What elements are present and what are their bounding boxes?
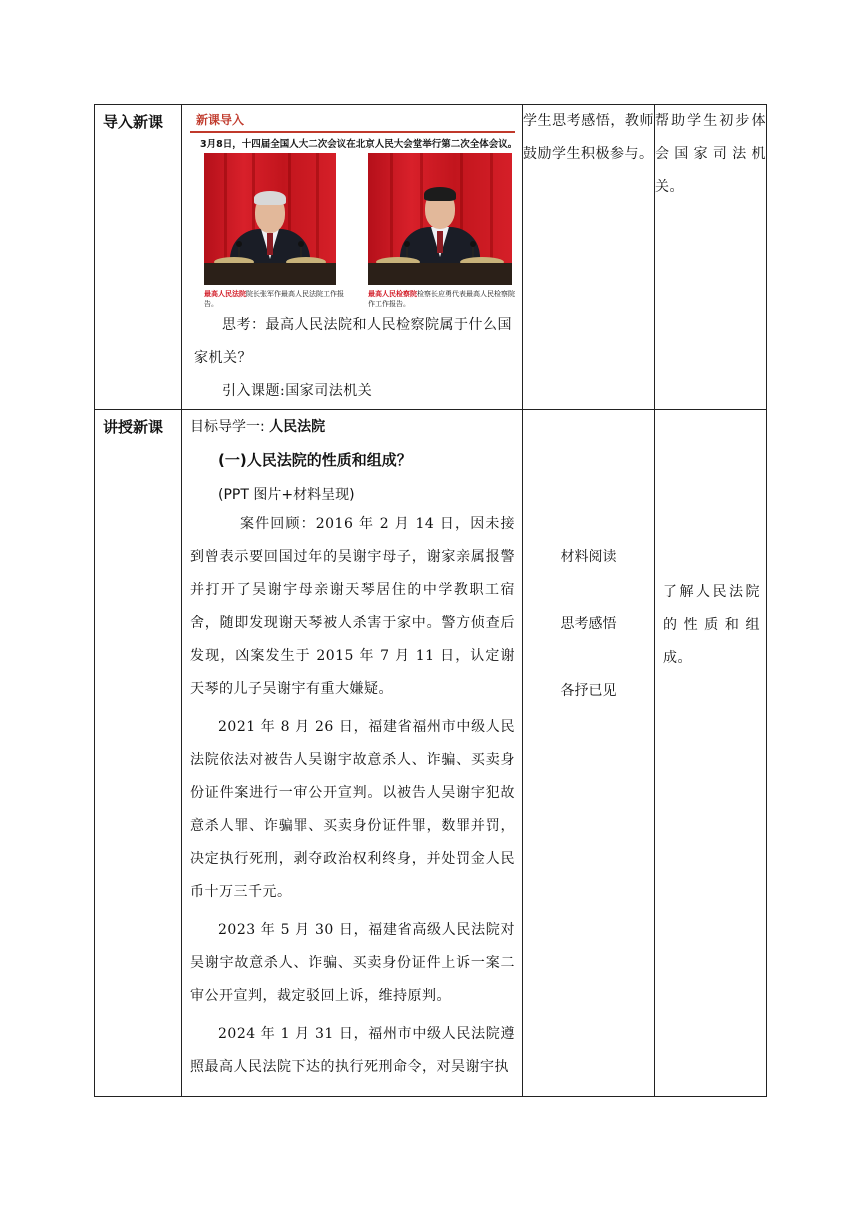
intro-topic: 引入课题:国家司法机关: [222, 383, 373, 399]
slide-header: [190, 109, 515, 133]
intro-text: [182, 309, 522, 408]
lesson-plan-table: [94, 104, 767, 1097]
goal-line: [182, 410, 522, 436]
goal-title: 人民法院: [269, 419, 326, 435]
think-question: 思考：最高人民法院和人民检察院属于什么国家机关？: [194, 317, 512, 366]
intro-slide-image: [190, 109, 518, 308]
activity-item: 思考感悟: [560, 616, 617, 632]
goal-prefix: 目标导学一:: [190, 419, 265, 435]
photo1-caption: 最高人民法院院长张军作最高人民法院工作报告。: [204, 290, 344, 308]
design-intent-text: 了解人民法院的性质和组成。: [663, 584, 760, 666]
paragraph: 2021 年 8 月 26 日，福建省福州市中级人民法院依法对被告人吴谢宇故意杀人、诈骗、买卖身份证件案进行一审公开宣判。以被告人吴谢宇犯故意杀人罪、诈骗罪、买卖身份证件罪，数罪并罚，决定执行死刑，剥夺政治权利终身，并处罚金人民币十万三千元。: [190, 719, 515, 900]
subheading: (一)人民法院的性质和组成？: [218, 451, 412, 469]
paragraph: 2023 年 5 月 30 日，福建省高级人民法院对吴谢宇故意杀人、诈骗、买卖身份证件上诉一案二审公开宣判，裁定驳回上诉，维持原判。: [190, 922, 515, 1004]
activity-item: 各抒已见: [560, 683, 617, 699]
row-teaching: [95, 410, 767, 1097]
photo2-caption: 最高人民检察院检察长应勇代表最高人民检察院作工作报告。: [368, 290, 515, 308]
teaching-content-cell: [182, 410, 523, 1097]
row-label-teaching: 讲授新课: [95, 410, 182, 1097]
case-text: [182, 508, 522, 1084]
activity-list: [523, 546, 654, 747]
row-intro: [95, 105, 767, 410]
row-label-intro: 导入新课: [95, 105, 182, 410]
slide-header-text: 新课导入: [196, 113, 245, 127]
student-activity-intro: 学生思考感悟，教师鼓励学生积极参与。: [523, 105, 655, 410]
paragraph: 2024 年 1 月 31 日，福州市中级人民法院遵照最高人民法院下达的执行死刑命令，对吴谢宇执: [190, 1026, 515, 1075]
photo-court-president: [204, 153, 336, 285]
design-intent-intro: 帮助学生初步体会国家司法机关。: [655, 105, 767, 410]
slide-caption: 3月8日，十四届全国人大二次会议在北京人民大会堂举行第二次全体会议。: [200, 139, 518, 150]
intro-content-cell: [182, 105, 523, 410]
activity-item: 材料阅读: [560, 549, 617, 565]
ppt-note: (PPT 图片+材料呈现): [218, 487, 355, 503]
student-activity-teaching: [523, 410, 655, 1097]
paragraph: 案件回顾：2016 年 2 月 14 日，因未接到曾表示要回国过年的吴谢宇母子，谢家亲属报警并打开了吴谢宇母亲谢天琴居住的中学教职工宿舍，随即发现谢天琴被人杀害于家中。警方侦查后发现，凶案发生于 2015 年 7 月 11 日，认定谢天琴的儿子吴谢宇有重大嫌疑。: [190, 516, 515, 697]
photo-procurator-general: [368, 153, 512, 285]
design-intent-teaching: [655, 410, 767, 1097]
